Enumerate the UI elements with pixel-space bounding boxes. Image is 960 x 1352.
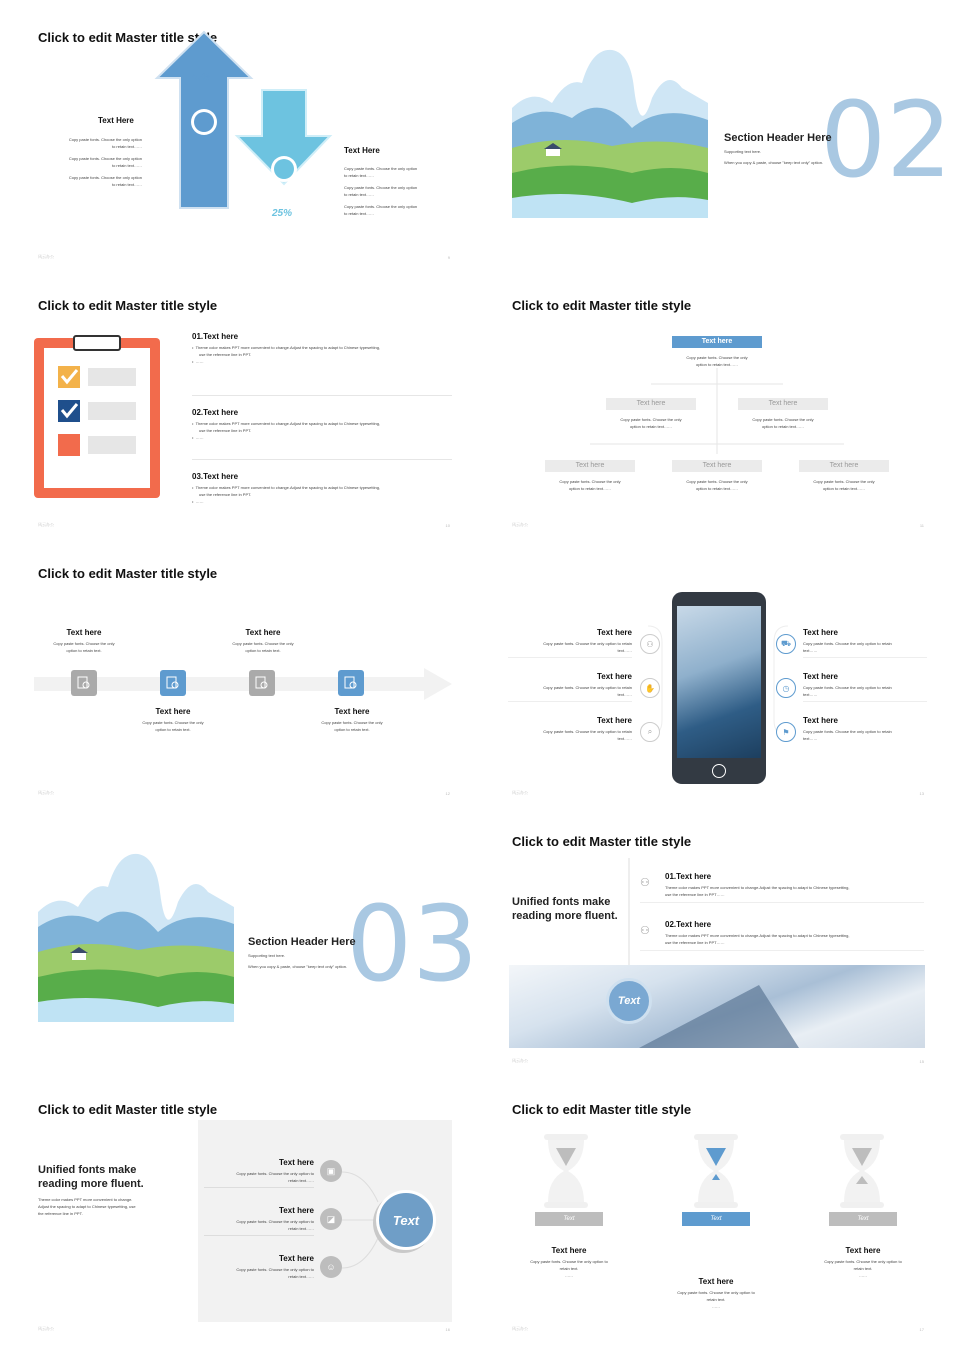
slide-title: Click to edit Master title style: [512, 1102, 692, 1117]
lead-body: Theme color makes PPT more convenient to change. Adjust the spacing to adapt to Chinese typesetting, use the reference line in PPT.: [38, 1197, 136, 1216]
slide-photo-banner: [498, 822, 938, 1070]
footer-logo: 风云办公: [512, 790, 528, 795]
slide-title: Click to edit Master title style: [38, 30, 218, 45]
lead-text: Unified fonts make reading more fluent.: [38, 1164, 144, 1190]
user-icon: ☺: [320, 1256, 342, 1278]
sky-building-photo: [509, 965, 925, 1048]
timeline-item: Text here Copy paste fonts. Choose the only option to retain text.: [232, 628, 294, 653]
timeline-item: Text here Copy paste fonts. Choose the only option to retain text.: [53, 628, 115, 653]
list-item: 01.Text here • Theme color makes PPT more convenient to change.Adjust the spacing to adapt to Chinese typesetting, use the reference line in PPT. • ……: [192, 332, 452, 396]
org-node-copy: Copy paste fonts. Choose the only option to retain text……: [620, 417, 682, 429]
search-doc-icon: [160, 670, 186, 696]
org-node: Text here: [545, 460, 635, 472]
footer-logo: 风云办公: [512, 522, 528, 527]
list-item: Text here Copy paste fonts. Choose the only option to retain text……: [204, 1206, 314, 1236]
text-circle: Text: [606, 978, 652, 1024]
org-node: Text here: [672, 460, 762, 472]
photo-icon: ▣: [320, 1160, 342, 1182]
footer-logo: 风云办公: [38, 522, 54, 527]
org-node-copy: Copy paste fonts. Choose the only option to retain text……: [559, 479, 621, 491]
slide-timeline: [24, 554, 464, 802]
feature-item: Text here Copy paste fonts. Choose the only option to retain text……: [508, 628, 632, 658]
feature-item: Text here Copy paste fonts. Choose the only option to retain text……: [508, 672, 632, 702]
percent-bottom: 25%: [272, 208, 293, 219]
section-number: 03: [346, 883, 479, 1005]
slide-org-chart: [498, 286, 938, 534]
org-node: Text here: [799, 460, 889, 472]
percent-top: 75%: [190, 72, 211, 83]
section-sub-2: When you copy & paste, choose "keep text only" option.: [248, 964, 348, 969]
slide-phone: [498, 554, 938, 802]
team-icon: ⚇: [640, 634, 660, 654]
search-icon: ⌕: [640, 722, 660, 742]
list-item: 02.Text here • Theme color makes PPT more convenient to change.Adjust the spacing to adapt to Chinese typesetting, use the reference line in PPT. • ……: [192, 396, 452, 460]
page-number: 12: [445, 791, 450, 796]
footer-logo: 风云办公: [512, 1326, 528, 1331]
hourglass-icon: [686, 1134, 746, 1208]
landscape-illustration: [512, 48, 712, 218]
label-bar: Text: [535, 1212, 603, 1226]
section-header: Section Header Here: [724, 132, 832, 144]
section-sub-1: Supporting text here.: [248, 953, 286, 958]
org-node-copy: Copy paste fonts. Choose the only option to retain text……: [813, 479, 875, 491]
car-icon: ⛟: [776, 634, 796, 654]
slide-title: Click to edit Master title style: [512, 298, 692, 313]
search-doc-icon: [338, 670, 364, 696]
org-node-copy: Copy paste fonts. Choose the only option to retain text……: [752, 417, 814, 429]
hourglass-item: Text here Copy paste fonts. Choose the only option to retain text. ……: [677, 1277, 755, 1309]
search-doc-icon: [249, 670, 275, 696]
slide-title: Click to edit Master title style: [38, 298, 218, 313]
org-node-copy: Copy paste fonts. Choose the only option to retain text……: [686, 479, 748, 491]
feature-item: Text here Copy paste fonts. Choose the only option to retain text……: [803, 672, 927, 702]
slide-arrows: [24, 18, 464, 266]
slide-hourglass: [498, 1090, 938, 1338]
landscape-illustration: [38, 852, 238, 1022]
left-heading: Text Here: [98, 116, 134, 125]
page-number: 13: [919, 791, 924, 796]
feature-item: Text here Copy paste fonts. Choose the only option to retain text……: [803, 628, 927, 658]
footer-logo: 风云办公: [38, 790, 54, 795]
slide-section-02: [498, 18, 953, 266]
clipboard-illustration: [34, 334, 164, 500]
list-item: 02.Text here Theme color makes PPT more convenient to change.Adjust the spacing to adapt to Chinese typesetting, use the reference line in PPT…… ⚇: [640, 920, 924, 951]
label-bar: Text: [682, 1212, 750, 1226]
timeline-item: Text here Copy paste fonts. Choose the only option to retain text.: [142, 707, 204, 732]
list-item: Text here Copy paste fonts. Choose the only option to retain text……: [236, 1254, 314, 1279]
feature-item: Text here Copy paste fonts. Choose the only option to retain text……: [543, 716, 632, 741]
org-lines: [498, 286, 938, 534]
hourglass-item: Text here Copy paste fonts. Choose the only option to retain text. ……: [824, 1246, 902, 1278]
hand-icon: ✋: [640, 678, 660, 698]
slide-checklist: [24, 286, 464, 534]
team-icon: ⚇: [640, 877, 650, 889]
slide-title: Click to edit Master title style: [38, 1102, 218, 1117]
section-header: Section Header Here: [248, 936, 356, 948]
org-node: Text here: [606, 398, 696, 410]
image-icon: ◪: [320, 1208, 342, 1230]
page-number: 9: [447, 255, 450, 260]
page-number: 10: [445, 523, 450, 528]
search-doc-icon: [71, 670, 97, 696]
slide-title: Click to edit Master title style: [38, 566, 218, 581]
label-bar: Text: [829, 1212, 897, 1226]
hourglass-item: Text here Copy paste fonts. Choose the only option to retain text. ……: [530, 1246, 608, 1278]
list-item: 01.Text here Theme color makes PPT more convenient to change.Adjust the spacing to adapt to Chinese typesetting, use the reference line in PPT…… ⚇: [640, 872, 924, 903]
timeline-item: Text here Copy paste fonts. Choose the only option to retain text.: [321, 707, 383, 732]
text-list: [192, 332, 452, 505]
footer-logo: 风云办公: [38, 254, 54, 259]
team-icon: ⚇: [640, 925, 650, 937]
section-sub-1: Supporting text here.: [724, 149, 762, 154]
footer-logo: 风云办公: [512, 1058, 528, 1063]
clock-icon: ◷: [776, 678, 796, 698]
list-item: 03.Text here • Theme color makes PPT more convenient to change.Adjust the spacing to adapt to Chinese typesetting, use the reference line in PPT. • ……: [192, 472, 381, 504]
page-number: 15: [919, 1059, 924, 1064]
lead-text: Unified fonts make reading more fluent.: [512, 896, 618, 922]
slide-circle-list: [24, 1090, 464, 1338]
list-item: Text here Copy paste fonts. Choose the only option to retain text……: [204, 1158, 314, 1188]
right-copy: Copy paste fonts. Choose the only option to retain text…… Copy paste fonts. Choose the only option to retain text…… Copy paste fonts. Choose the only option to retain text……: [344, 166, 418, 216]
hourglass-icon: [536, 1134, 596, 1208]
org-node: Text here: [738, 398, 828, 410]
page-number: 11: [919, 523, 924, 528]
flag-icon: ⚑: [776, 722, 796, 742]
slide-section-03: [24, 822, 479, 1070]
page-number: 16: [445, 1327, 450, 1332]
page-number: 17: [919, 1327, 924, 1332]
org-top-copy: Copy paste fonts. Choose the only option to retain text……: [686, 355, 748, 367]
org-top-node: Text here: [672, 336, 762, 348]
feature-item: Text here Copy paste fonts. Choose the only option to retain text……: [803, 716, 892, 741]
text-circle: Text: [376, 1190, 436, 1250]
right-heading: Text Here: [344, 146, 380, 155]
hourglass-icon: [832, 1134, 892, 1208]
slide-title: Click to edit Master title style: [512, 834, 692, 849]
left-copy: Copy paste fonts. Choose the only option to retain text…… Copy paste fonts. Choose the only option to retain text…… Copy paste fonts. Choose the only option to retain text……: [68, 137, 142, 187]
section-number: 02: [820, 79, 953, 201]
footer-logo: 风云办公: [38, 1326, 54, 1331]
section-sub-2: When you copy & paste, choose "keep text only" option.: [724, 160, 824, 165]
